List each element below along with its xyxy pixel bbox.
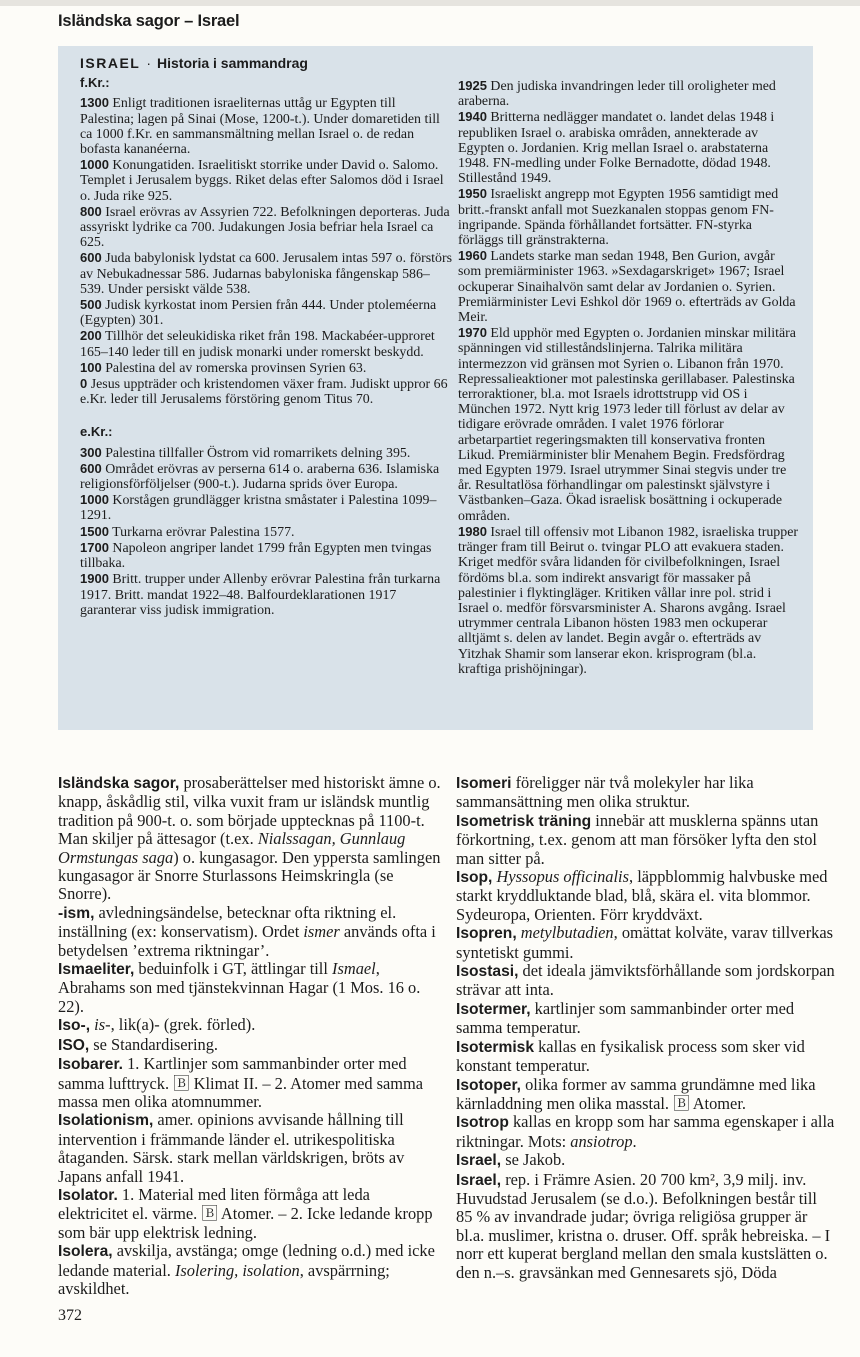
definition-italic: Nialssagan, Gunnlaug Ormstungas saga: [58, 829, 406, 867]
dictionary-entry: [456, 924, 836, 962]
timeline-year: 300: [80, 444, 102, 460]
definition-text: det ideala jämviktsförhållande som jordskorpan strävar att inta.: [456, 961, 835, 1000]
definition-text: se Jakob.: [501, 1150, 566, 1170]
dictionary-entry: [456, 962, 836, 1000]
definition-text: kallas en kropp som har samma egenskaper i alla riktningar. Mots:: [456, 1112, 835, 1151]
headword: Israel,: [456, 1152, 502, 1170]
dictionary-entry: [456, 774, 836, 812]
headword: Israel,: [456, 1171, 502, 1189]
timeline-text: Landets starke man sedan 1948, Ben Gurion, avgår som premiärminister 1963. »Sexdagarskriget» 1967; Israel ockuperar Sinaihalvön samt delar av Jordanien o. Syrien. Premiärminister Levi Eshkol dör 1969 o. efterträds av Golda Meir.: [458, 249, 796, 326]
definition-text: 1. Material med liten förmåga att leda elektricitet el. värme. 🄱 Atomer. – 2. Icke ledande kropp som bär upp elektrisk ledning.: [58, 1184, 433, 1242]
headword: Isotermer,: [456, 1000, 531, 1018]
article-column-left: [58, 774, 444, 1298]
timeline-entry: [80, 461, 452, 492]
definition-italic: Isolering, isolation: [174, 1260, 300, 1280]
definition-text: avledningsändelse, betecknar ofta riktning el. inställning (ex: konservatism). Ordet: [58, 902, 397, 942]
modern-entries: [458, 78, 798, 677]
dictionary-entry: [58, 960, 444, 1016]
definition-text-tail: , avspärrning; avskildhet.: [58, 1260, 390, 1298]
page-top-edge: [0, 0, 860, 6]
definition-italic: ansiotrop: [570, 1131, 633, 1151]
headword: Isolera,: [58, 1243, 113, 1261]
headword: Ismaeliter,: [58, 961, 135, 979]
dictionary-entry: [456, 1038, 836, 1076]
dictionary-entry: [58, 1036, 444, 1055]
headword: Isomeri: [456, 775, 512, 792]
headword: Isometrisk träning: [456, 812, 592, 830]
dictionary-entry: [456, 1076, 836, 1114]
definition-text: innebär att musklerna spänns utan förkortning, t.ex. genom att man försöker lyfta den stol man sitter på.: [456, 810, 819, 868]
timeline-year: 200: [80, 328, 102, 344]
timeline-entry: [80, 571, 452, 618]
timeline-entry: [458, 109, 798, 186]
definition-text: föreligger när två molekyler har lika sammansättning men olika struktur.: [456, 773, 754, 812]
timeline-year: 1000: [80, 157, 109, 173]
definition-italic: Hyssopus officinalis: [496, 867, 629, 887]
dictionary-entry: [58, 1242, 444, 1298]
timeline-entry: [458, 78, 798, 109]
timeline-entry: [458, 248, 798, 325]
timeline-year: 1925: [458, 78, 487, 93]
history-summary-box: [58, 46, 813, 730]
definition-text: kartlinjer som sammanbinder orter med samma temperatur.: [456, 998, 795, 1038]
box-title: [80, 56, 452, 71]
definition-text: se Standardisering.: [89, 1034, 219, 1054]
timeline-entry: [80, 540, 452, 571]
timeline-entry: [80, 360, 452, 376]
headword: Isobarer.: [58, 1056, 124, 1074]
timeline-year: 1000: [80, 492, 109, 508]
timeline-entry: [80, 95, 452, 157]
timeline-year: 600: [80, 460, 102, 476]
box-title-separator: ·: [146, 55, 152, 71]
timeline-year: 1950: [458, 186, 487, 202]
timeline-entry: [80, 204, 452, 251]
timeline-text: Palestina tillfaller Östrom vid romarrikets delning 395.: [105, 445, 411, 461]
timeline-year: 500: [80, 297, 102, 313]
ad-entries: [80, 445, 452, 618]
timeline-year: 1500: [80, 523, 109, 539]
definition-italic: is-: [94, 1015, 111, 1035]
timeline-text: Israel erövras av Assyrien 722. Befolkningen deporteras. Juda assyriskt lydrike ca 700. Judakungen Josia befriar hela Israel ca 625.: [80, 204, 450, 251]
timeline-year: 100: [80, 359, 102, 375]
box-column-left: [80, 56, 452, 618]
dictionary-entry: [456, 1171, 836, 1282]
definition-text-tail: , läppblommig halvbuske med starkt kryddluktande blad, blå, skära el. vita blommor. Sydeuropa, Orienten. Förr kryddväxt.: [456, 867, 828, 924]
definition-text: amer. opinions avvisande hållning till intervention i främmande länder el. utrikespolitiska åtaganden. Särsk. stark mellan världskrigen, bröts av Japans anfall 1941.: [58, 1110, 405, 1186]
definition-text: prosaberättelser med historiskt ämne o. knapp, åskådlig stil, vilka vuxit fram ur isländsk muntlig tradition på 900-t. o. som började upptecknas på 1100-t. Man skiljer på ättesagor (t.ex.: [58, 773, 441, 849]
box-column-right: [458, 78, 798, 677]
box-title-main: ISRAEL: [80, 55, 141, 71]
definition-text-tail: , lik(a)- (grek. förled).: [110, 1015, 256, 1035]
timeline-text: Britt. trupper under Allenby erövrar Palestina från turkarna 1917. Britt. mandat 1922–48. Balfourdeklarationen 1917 garanterar viss judisk immigration.: [80, 572, 441, 618]
dictionary-entry: [456, 812, 836, 868]
dictionary-entry: [58, 1186, 444, 1242]
timeline-text: Turkarna erövrar Palestina 1577.: [112, 524, 295, 540]
headword: Isostasi,: [456, 963, 519, 981]
definition-text-tail: .: [632, 1131, 637, 1151]
definition-italic: Ismael: [332, 959, 376, 979]
box-title-sub: Historia i sammandrag: [157, 55, 308, 71]
timeline-year: 800: [80, 203, 102, 219]
timeline-entry: [80, 376, 452, 407]
headword: -ism,: [58, 904, 95, 922]
timeline-text: Israeliskt angrepp mot Egypten 1956 samtidigt med britt.-franskt anfall mot Suezkanalen stoppas genom FN-ingripande. Spända förhållandet fortsätter. FN-styrka förläggs till gränstrakterna.: [458, 187, 779, 249]
timeline-entry: [80, 328, 452, 359]
definition-text: beduinfolk i GT, ättlingar till: [134, 959, 333, 979]
dictionary-entry: [456, 1151, 836, 1170]
definition-text: avskilja, avstänga; omge (ledning o.d.) med icke ledande material.: [58, 1241, 435, 1280]
definition-text: olika former av samma grundämne med lika kärnladdning men olika masstal. 🄱 Atomer.: [456, 1074, 816, 1113]
timeline-entry: [80, 157, 452, 204]
timeline-year: 1700: [80, 539, 109, 555]
dictionary-entry: [58, 904, 444, 960]
era-label-bc: f.Kr.:: [80, 75, 110, 91]
definition-text-tail: ) o. kungasagor. Den yppersta samlingen kungasagor är Snorre Sturlassons Heimskringla (se Snorre).: [58, 847, 441, 904]
dictionary-entry: [58, 1055, 444, 1111]
definition-text-tail: , omättat kolväte, varav tillverkas syntetiskt gummi.: [456, 923, 834, 962]
dictionary-entry: [456, 1113, 836, 1151]
headword: Isolator.: [58, 1186, 118, 1204]
definition-text: 1. Kartlinjer som sammanbinder orter med samma lufttryck. 🄱 Klimat II. – 2. Atomer med samma massa men olika atomnummer.: [58, 1054, 424, 1111]
timeline-entry: [80, 524, 452, 540]
timeline-text: Tillhör det seleukidiska riket från 198. Mackabéer-upproret 165–140 leder till en judisk monarki under romerskt beskydd.: [80, 329, 435, 360]
definition-italic: metylbutadien: [520, 923, 614, 943]
timeline-text: Konungatiden. Israelitiskt storrike under David o. Salomo. Templet i Jerusalem byggs. Riket delas efter Salomos död i Israel o. Juda rike 925.: [80, 158, 444, 204]
dictionary-entry: [456, 868, 836, 924]
timeline-entry: [80, 250, 452, 297]
timeline-text: Korstågen grundlägger kristna småstater i Palestina 1099–1291.: [80, 493, 437, 524]
timeline-year: 1940: [458, 109, 487, 125]
era-label-ad: e.Kr.:: [80, 424, 113, 440]
definition-italic: ismer: [303, 922, 340, 942]
timeline-text: Eld upphör med Egypten o. Jordanien minskar militära spänningen vid stilleståndslinjerna. Talrika militära intermezzon vid gränsen mot Syrien o. Libanon från 1970. Repressalieaktioner mot palestinska gerillabaser. Palestinska terroraktioner, bl.a. mot Israels idrottstrupp vid OS i München 1972. Nytt krig 1973 leder till förlust av delar av tidigare erövrade områden. I valet 1976 förlorar arbetarpartiet regeringsmakten till konservativa fronten Likud. Premiärminister blir Menahem Begin. Fredsfördrag med Egypten 1979. Israel utrymmer Sinai stegvis under tre år. Resultatlösa förhandlingar om palestinskt självstyre i Västbanken–Gaza. Ökad israelisk bosättning i ockuperade områden.: [458, 326, 796, 524]
timeline-entry: [80, 297, 452, 328]
timeline-year: 1970: [458, 325, 487, 341]
definition-text-tail: används ofta i betydelsen ’extrema riktningar’.: [58, 922, 436, 960]
timeline-year: 1980: [458, 523, 487, 539]
timeline-year: 600: [80, 250, 102, 266]
headword: Isotoper,: [456, 1076, 521, 1094]
running-head: Isländska sagor – Israel: [58, 12, 240, 30]
dictionary-entry: [58, 1016, 444, 1035]
timeline-entry: [80, 492, 452, 523]
timeline-year: 0: [80, 376, 88, 392]
dictionary-entry: [456, 1000, 836, 1038]
timeline-entry: [458, 186, 798, 248]
definition-text: kallas en fysikalisk process som sker vid konstant temperatur.: [456, 1036, 805, 1076]
timeline-text: Området erövras av perserna 614 o. araberna 636. Islamiska religionsförföljelser (900-t.). Judarna sprids över Europa.: [80, 461, 440, 493]
headword: Isolationism,: [58, 1112, 154, 1130]
timeline-text: Britterna nedlägger mandatet o. landet delas 1948 i republiken Israel o. arabiska områden, annekterade av Egypten o. Jordanien. Krig mellan Israel o. arabstaterna 1948. FN-medling under Folke Bernadotte, dödad 1948. Stillestånd 1949.: [458, 110, 775, 187]
timeline-text: Palestina del av romerska provinsen Syrien 63.: [105, 360, 367, 376]
definition-text: rep. i Främre Asien. 20 700 km², 3,9 milj. inv. Huvudstad Jerusalem (se d.o.). Befolkningen består till 85 % av invandrade judar; övriga religiösa grupper är bl.a. muslimer, kristna o. druser. Off. språk hebreiska. – I norr ett kuperat bergland mellan den smala kustslätten o. den n.–s. gravsänkan med Gennesarets sjö, Döda: [456, 1169, 831, 1282]
definition-text-tail: , Abrahams son med tjänstekvinnan Hagar (1 Mos. 16 o. 22).: [58, 959, 421, 1016]
headword: Isotrop: [456, 1114, 509, 1132]
dictionary-entry: [58, 774, 444, 904]
timeline-entry: [458, 325, 798, 524]
timeline-text: Judisk kyrkostat inom Persien från 444. Under ptoleméerna (Egypten) 301.: [80, 298, 437, 329]
timeline-year: 1900: [80, 571, 109, 587]
headword: Isopren,: [456, 925, 517, 943]
timeline-text: Israel till offensiv mot Libanon 1982, israeliska trupper tränger fram till Beirut o. tvingar PLO att evakuera staden. Kriget medför svåra lidanden för civilbefolkningen, Israel fördöms bl.a. som indirekt ansvarigt för massaker på palestinier i flyktingläger. Kritiken vållar inre pol. strid i Israel o. medför försvarsminister A. Sharons avgång. Israel utrymmer centrala Libanon hösten 1983 men ockuperar alltjämt s. delen av landet. Begin avgår o. efterträds av Yitzhak Shamir som lanserar ekon. krisprogram (bl.a. kraftiga prishöjningar).: [458, 524, 798, 677]
page-number: 372: [58, 1307, 82, 1324]
timeline-year: 1300: [80, 95, 109, 111]
headword: Isländska sagor,: [58, 775, 180, 792]
headword: Iso-,: [58, 1017, 91, 1035]
timeline-entry: [80, 445, 452, 461]
bc-entries: [80, 95, 452, 407]
timeline-entry: [458, 524, 798, 677]
timeline-text: Enligt traditionen israeliternas uttåg ur Egypten till Palestina; lagen på Sinai (Mose, 1200-t.). Under domaretiden till ca 1000 f.Kr. en sammansmältning mellan Israel o. de redan bofasta kananéerna.: [80, 96, 440, 158]
timeline-text: Napoleon angriper landet 1799 från Egypten men tvingas tillbaka.: [80, 540, 432, 572]
headword: Isop,: [456, 869, 493, 887]
article-column-right: [456, 774, 836, 1282]
dictionary-entry: [58, 1111, 444, 1186]
headword: ISO,: [58, 1036, 90, 1054]
timeline-text: Juda babylonisk lydstat ca 600. Jerusalem intas 597 o. förstörs av Nebukadnessar 586. Judarnas babyloniska fångenskap 586–539. Under persiskt välde 538.: [80, 251, 453, 297]
timeline-text: Den judiska invandringen leder till oroligheter med araberna.: [458, 79, 776, 110]
timeline-text: Jesus uppträder och kristendomen växer fram. Judiskt uppror 66 e.Kr. leder till Jerusalems förstöring genom Titus 70.: [80, 377, 448, 408]
timeline-year: 1960: [458, 248, 487, 264]
headword: Isotermisk: [456, 1038, 535, 1056]
